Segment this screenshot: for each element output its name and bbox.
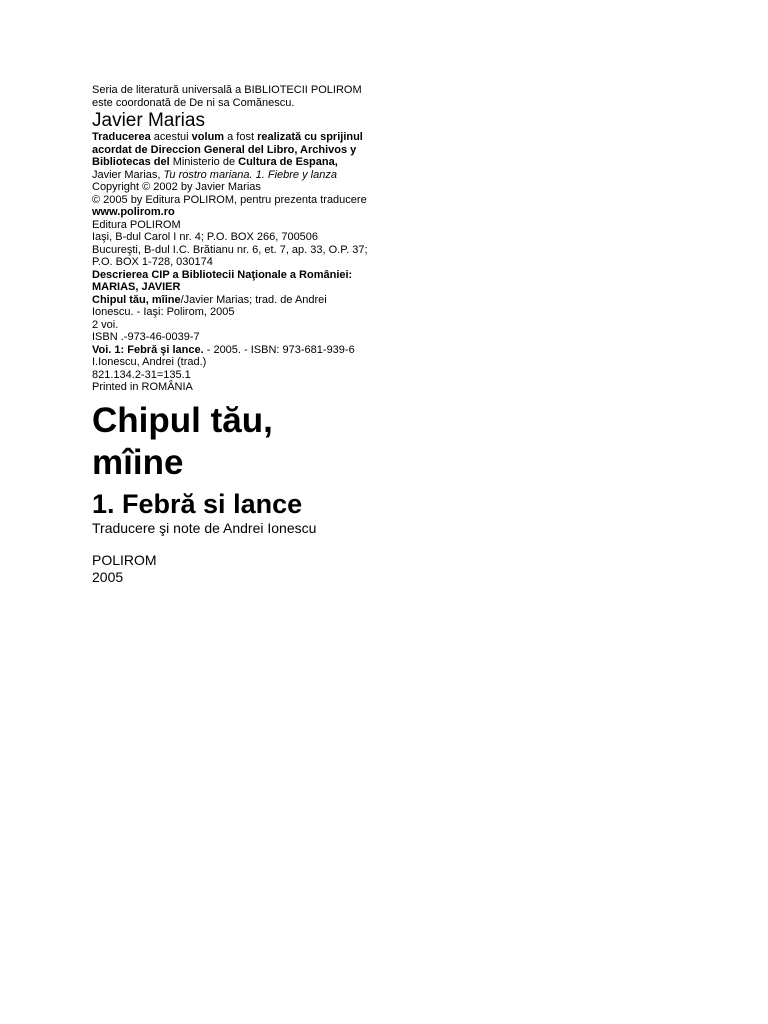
original-title: Tu rostro mariana. 1. Fiebre y lanza bbox=[163, 168, 337, 181]
copyright-line-1: Copyright © 2002 by Javier Marias bbox=[92, 181, 261, 193]
translation-credit-line-1 bbox=[92, 131, 392, 144]
cip-volume-1-rest: - 2005. - ISBN: 973-681-939-6 bbox=[203, 343, 355, 356]
cip-author: MARIAS, JAVIER bbox=[92, 281, 181, 293]
cip-volumes: 2 voi. bbox=[92, 318, 119, 331]
series-note-line-1: Seria de literatură universală a BIBLIOTECII POLIROM bbox=[92, 84, 362, 96]
cip-title: Chipul tău, mîine bbox=[92, 293, 181, 306]
author-name: Javier Marias bbox=[92, 110, 205, 131]
publisher-address-bucuresti: Bucureşti, B-dul I.C. Brătianu nr. 6, et. 7, ap. 33, O.P. 37; bbox=[92, 243, 368, 256]
translation-credit-text: Ministerio de bbox=[169, 156, 239, 168]
translation-credit-bold: Traducerea bbox=[92, 131, 151, 143]
translation-credit-line-3 bbox=[92, 156, 392, 169]
volume-title: 1. Febră si lance bbox=[92, 488, 303, 519]
copyright-line-2: © 2005 by Editura POLIROM, pentru prezenta traducere bbox=[92, 193, 367, 206]
translation-credit-line-2: acordat de Direccion General del Libro, Archivos y bbox=[92, 143, 357, 156]
publisher-address-iasi: Iaşi, B-dul Carol I nr. 4; P.O. BOX 266, 700506 bbox=[92, 231, 319, 243]
website-link[interactable]: www.polirom.ro bbox=[92, 206, 175, 218]
publisher-address-pobox: P.O. BOX 1-728, 030174 bbox=[92, 256, 213, 268]
original-title-line bbox=[92, 169, 392, 182]
translation-credit-bold: volum bbox=[191, 131, 225, 143]
book-title-line-1: Chipul tău, bbox=[92, 400, 273, 440]
cip-isbn: ISBN .-973-46-0039-7 bbox=[92, 331, 200, 343]
translation-credit-text: acestui bbox=[150, 131, 192, 143]
cip-volume-1: Voi. 1: Febră şi lance. bbox=[92, 343, 204, 356]
cip-translator: I.Ionescu, Andrei (trad.) bbox=[92, 356, 207, 368]
cip-continuation: Ionescu. - Iaşi: Polirom, 2005 bbox=[92, 306, 235, 318]
translator-note: Traducere şi note de Andrei Ionescu bbox=[92, 519, 317, 536]
publisher-name: Editura POLIROM bbox=[92, 218, 181, 231]
cip-classification: 821.134.2-31=135.1 bbox=[92, 368, 191, 381]
printed-in: Printed in ROMÂNIA bbox=[92, 381, 193, 393]
translation-credit-bold: Cultura de Espana, bbox=[238, 156, 338, 168]
publication-year: 2005 bbox=[92, 568, 124, 585]
cip-title-rest: /Javier Marias; trad. de Andrei bbox=[180, 293, 327, 306]
series-note-line-2: este coordonată de De ni sa Comănescu. bbox=[92, 96, 295, 109]
cip-title-line bbox=[92, 294, 392, 307]
translation-credit-bold: realizată cu sprijinul bbox=[257, 131, 363, 143]
original-author: Javier Marias, bbox=[92, 168, 164, 181]
cip-volume-1-line bbox=[92, 344, 392, 357]
copyright-page bbox=[92, 84, 392, 586]
translation-credit-text: a fost bbox=[224, 131, 258, 143]
cip-heading: Descrierea CIP a Bibliotecii Naţionale a României: bbox=[92, 268, 353, 281]
book-title-line-2: mîine bbox=[92, 442, 184, 482]
translation-credit-bold: Bibliotecas del bbox=[92, 156, 170, 168]
publisher-imprint: POLIROM bbox=[92, 551, 157, 568]
